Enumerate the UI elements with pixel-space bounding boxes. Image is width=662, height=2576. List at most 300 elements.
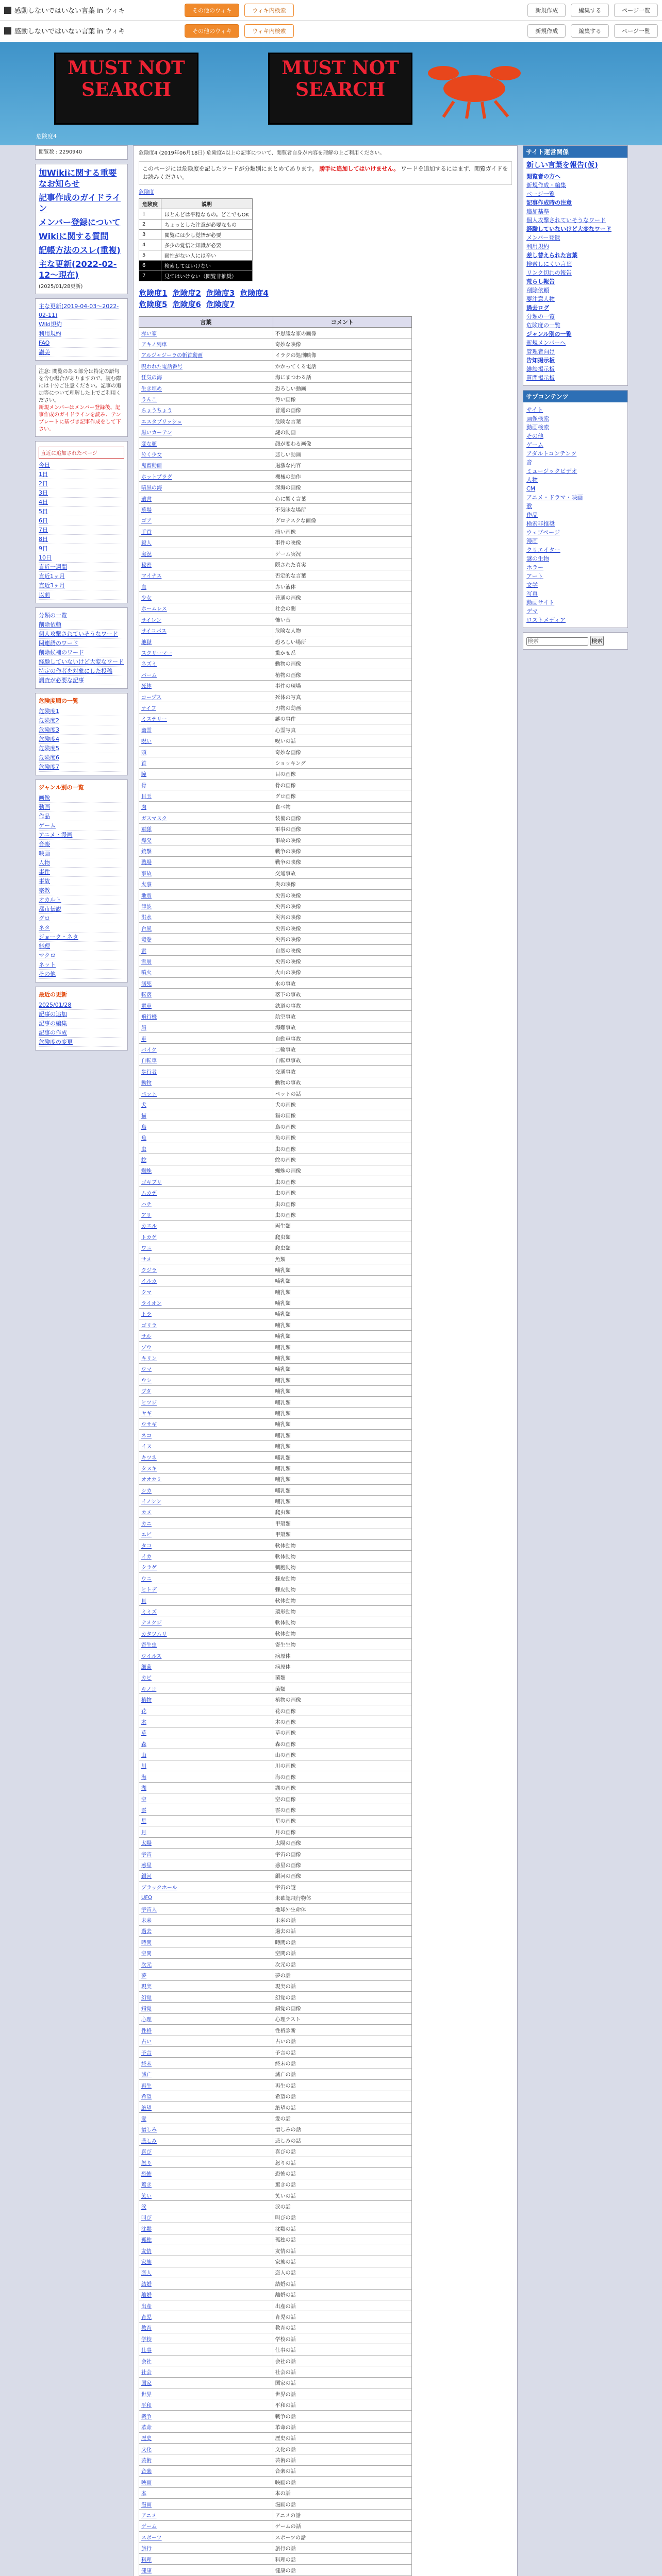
word-cell[interactable]: 喜び bbox=[139, 2146, 273, 2157]
site-logo-2[interactable]: MUST NOT SEARCH bbox=[268, 53, 412, 125]
nav-guideline-link[interactable]: 記事作成のガイドライン bbox=[39, 193, 121, 213]
subcontent-link[interactable]: サイト bbox=[526, 406, 543, 413]
word-cell[interactable]: 終末 bbox=[139, 2058, 273, 2069]
subcontent-link[interactable]: 文学 bbox=[526, 582, 538, 588]
sub-link[interactable]: Wiki規約 bbox=[39, 320, 124, 329]
word-cell[interactable]: カメ bbox=[139, 1506, 273, 1517]
word-cell[interactable]: ペット bbox=[139, 1088, 273, 1098]
admin-link[interactable]: 管理者向け bbox=[526, 348, 555, 355]
admin-link[interactable]: 記事作成時の注意 bbox=[526, 199, 572, 206]
genre-link[interactable]: 事件 bbox=[39, 868, 124, 877]
genre-link[interactable]: ネット bbox=[39, 960, 124, 970]
word-cell[interactable]: 木 bbox=[139, 1716, 273, 1727]
search-input[interactable] bbox=[526, 637, 588, 646]
subcontent-link[interactable]: アダルトコンテンツ bbox=[526, 450, 577, 457]
subcontent-link[interactable]: デマ bbox=[526, 608, 538, 615]
word-cell[interactable]: 蛇 bbox=[139, 1154, 273, 1165]
word-cell[interactable]: エスタブリッシュ bbox=[139, 416, 273, 427]
word-cell[interactable]: ミステリー bbox=[139, 713, 273, 724]
subcontent-link[interactable]: 画像検索 bbox=[526, 415, 549, 422]
word-cell[interactable]: 転落 bbox=[139, 989, 273, 999]
recent-link[interactable]: 記事の作成 bbox=[39, 1028, 124, 1038]
word-cell[interactable]: クラゲ bbox=[139, 1562, 273, 1572]
report-link[interactable]: 新しい言葉を報告(仮) bbox=[526, 161, 598, 170]
word-cell[interactable]: 友情 bbox=[139, 2245, 273, 2256]
edit-button-2[interactable]: 編集する bbox=[571, 24, 609, 38]
word-cell[interactable]: キノコ bbox=[139, 1683, 273, 1694]
word-cell[interactable]: サイコパス bbox=[139, 625, 273, 636]
admin-link[interactable]: リンク切れの報告 bbox=[526, 269, 572, 276]
word-cell[interactable]: ウサギ bbox=[139, 1418, 273, 1429]
word-cell[interactable]: ナイフ bbox=[139, 702, 273, 713]
subcontent-link[interactable]: アニメ・ドラマ・映画 bbox=[526, 494, 583, 501]
word-cell[interactable]: マイナス bbox=[139, 570, 273, 581]
word-cell[interactable]: 生き埋め bbox=[139, 382, 273, 393]
word-cell[interactable]: 憎しみ bbox=[139, 2124, 273, 2134]
word-cell[interactable]: パーム bbox=[139, 669, 273, 680]
word-cell[interactable]: 植物 bbox=[139, 1694, 273, 1705]
new-page-button[interactable]: 新規作成 bbox=[527, 4, 566, 17]
wiki-title[interactable]: 感動しないではいない言葉 in ウィキ bbox=[14, 7, 125, 15]
admin-link[interactable]: 過去ログ bbox=[526, 304, 549, 311]
word-cell[interactable]: 細菌 bbox=[139, 1661, 273, 1672]
word-cell[interactable]: ガスマスク bbox=[139, 812, 273, 823]
day-link[interactable]: 6日 bbox=[39, 516, 124, 526]
word-cell[interactable]: 社会 bbox=[139, 2366, 273, 2377]
word-cell[interactable]: コープス bbox=[139, 691, 273, 702]
word-cell[interactable]: 魚 bbox=[139, 1132, 273, 1143]
word-cell[interactable]: 殺人 bbox=[139, 537, 273, 548]
word-cell[interactable]: 雪崩 bbox=[139, 956, 273, 967]
word-cell[interactable]: 孤独 bbox=[139, 2234, 273, 2245]
danger-link[interactable]: 危険度4 bbox=[39, 735, 124, 744]
genre-link[interactable]: 料理 bbox=[39, 942, 124, 951]
word-cell[interactable]: カビ bbox=[139, 1672, 273, 1683]
word-cell[interactable]: 台風 bbox=[139, 923, 273, 934]
word-cell[interactable]: ミミズ bbox=[139, 1606, 273, 1617]
day-link[interactable]: 直近一週間 bbox=[39, 563, 124, 572]
word-cell[interactable]: 国家 bbox=[139, 2377, 273, 2388]
wiki-title-2[interactable]: 感動しないではいない言葉 in ウィキ bbox=[14, 28, 125, 36]
admin-link[interactable]: 質問掲示板 bbox=[526, 375, 555, 381]
word-cell[interactable]: 地獄 bbox=[139, 636, 273, 647]
word-cell[interactable]: 夢 bbox=[139, 1970, 273, 1980]
recent-link[interactable]: 2025/01/28 bbox=[39, 1001, 124, 1010]
day-link[interactable]: 4日 bbox=[39, 498, 124, 507]
section-link[interactable]: 調査が必要な記事 bbox=[39, 676, 124, 685]
word-cell[interactable]: 歩行者 bbox=[139, 1066, 273, 1077]
word-cell[interactable]: 空 bbox=[139, 1793, 273, 1804]
word-cell[interactable]: 寄生虫 bbox=[139, 1639, 273, 1650]
admin-link[interactable]: 新規メンバーへ bbox=[526, 340, 566, 346]
subcontent-link[interactable]: アート bbox=[526, 573, 543, 580]
subcontent-link[interactable]: 謎の生物 bbox=[526, 555, 549, 562]
word-cell[interactable]: ゲーム bbox=[139, 2520, 273, 2531]
subcontent-link[interactable]: ゲーム bbox=[526, 442, 543, 448]
word-cell[interactable]: 花 bbox=[139, 1705, 273, 1716]
other-wiki-button[interactable]: その他のウィキ bbox=[185, 4, 239, 17]
word-cell[interactable]: ちょうちょう bbox=[139, 404, 273, 415]
word-cell[interactable]: ヤギ bbox=[139, 1408, 273, 1418]
word-cell[interactable]: 血 bbox=[139, 581, 273, 591]
word-cell[interactable]: 死体 bbox=[139, 680, 273, 691]
day-link[interactable]: 今日 bbox=[39, 461, 124, 470]
genre-link[interactable]: ネタ bbox=[39, 923, 124, 933]
word-cell[interactable]: 雲 bbox=[139, 1804, 273, 1815]
word-cell[interactable]: 悲しみ bbox=[139, 2135, 273, 2146]
admin-link[interactable]: ジャンル別の一覧 bbox=[526, 331, 572, 337]
word-cell[interactable]: 仕事 bbox=[139, 2344, 273, 2355]
level-link[interactable]: 危険度6 bbox=[172, 300, 201, 309]
word-cell[interactable]: 貝 bbox=[139, 1595, 273, 1605]
word-cell[interactable]: うんこ bbox=[139, 394, 273, 404]
word-cell[interactable]: 恐怖 bbox=[139, 2168, 273, 2179]
admin-link[interactable]: メンバー登録 bbox=[526, 234, 560, 241]
word-cell[interactable]: 赤い家 bbox=[139, 328, 273, 338]
other-wiki-button-2[interactable]: その他のウィキ bbox=[185, 24, 239, 38]
word-cell[interactable]: 次元 bbox=[139, 1958, 273, 1969]
nav-question-link[interactable]: Wikiに関する質問 bbox=[39, 231, 109, 241]
subcontent-link[interactable]: 音 bbox=[526, 459, 532, 466]
word-cell[interactable]: 火事 bbox=[139, 878, 273, 889]
word-cell[interactable]: ゴリラ bbox=[139, 1319, 273, 1330]
word-cell[interactable]: ヒトデ bbox=[139, 1584, 273, 1595]
day-link[interactable]: 2日 bbox=[39, 479, 124, 488]
word-cell[interactable]: 暗黒の海 bbox=[139, 482, 273, 493]
word-cell[interactable]: 蜘蛛 bbox=[139, 1165, 273, 1176]
subcontent-link[interactable]: 作品 bbox=[526, 512, 538, 518]
word-cell[interactable]: 芸術 bbox=[139, 2454, 273, 2465]
genre-link[interactable]: その他 bbox=[39, 970, 124, 979]
word-cell[interactable]: 健康 bbox=[139, 2565, 273, 2575]
genre-link[interactable]: ジョーク・ネタ bbox=[39, 933, 124, 942]
word-cell[interactable]: 育児 bbox=[139, 2311, 273, 2322]
word-cell[interactable]: サイレン bbox=[139, 614, 273, 625]
section-link[interactable]: 削除候補のワード bbox=[39, 648, 124, 657]
word-cell[interactable]: 太陽 bbox=[139, 1837, 273, 1848]
genre-link[interactable]: 画像 bbox=[39, 793, 124, 803]
word-cell[interactable]: イカ bbox=[139, 1551, 273, 1562]
word-cell[interactable]: 叫び bbox=[139, 2212, 273, 2223]
word-cell[interactable]: 戦争 bbox=[139, 2410, 273, 2421]
subcontent-link[interactable]: 動画検索 bbox=[526, 424, 549, 431]
word-cell[interactable]: サメ bbox=[139, 1253, 273, 1264]
word-cell[interactable]: 手首 bbox=[139, 526, 273, 537]
word-cell[interactable]: ワニ bbox=[139, 1242, 273, 1253]
word-cell[interactable]: 文化 bbox=[139, 2444, 273, 2454]
section-link[interactable]: 分類の一覧 bbox=[39, 611, 124, 620]
nav-update-link[interactable]: 主な更新(2022-02-12〜現在) bbox=[39, 259, 117, 280]
word-cell[interactable]: ブラックホール bbox=[139, 1882, 273, 1892]
subcontent-link[interactable]: CM bbox=[526, 485, 536, 492]
day-link[interactable]: 3日 bbox=[39, 488, 124, 498]
word-cell[interactable]: 瞳 bbox=[139, 768, 273, 779]
word-cell[interactable]: 墓場 bbox=[139, 504, 273, 515]
admin-link[interactable]: 利用規約 bbox=[526, 243, 549, 250]
word-cell[interactable]: 泣く少女 bbox=[139, 449, 273, 460]
word-cell[interactable]: 自転車 bbox=[139, 1055, 273, 1065]
word-cell[interactable]: 事故 bbox=[139, 868, 273, 878]
word-cell[interactable]: 首 bbox=[139, 757, 273, 768]
word-cell[interactable]: 時間 bbox=[139, 1937, 273, 1947]
word-cell[interactable]: 愛 bbox=[139, 2113, 273, 2124]
word-cell[interactable]: 再生 bbox=[139, 2080, 273, 2091]
word-cell[interactable]: 銀河 bbox=[139, 1870, 273, 1881]
subcontent-link[interactable]: 人物 bbox=[526, 477, 538, 483]
word-cell[interactable]: 爆発 bbox=[139, 834, 273, 845]
word-cell[interactable]: 少女 bbox=[139, 592, 273, 603]
word-cell[interactable]: 出産 bbox=[139, 2300, 273, 2311]
admin-link[interactable]: 削除依頼 bbox=[526, 287, 549, 294]
admin-link[interactable]: 経験していないけど大変なワード bbox=[526, 226, 611, 232]
day-link[interactable]: 10日 bbox=[39, 553, 124, 563]
day-link[interactable]: 直近1ヶ月 bbox=[39, 572, 124, 581]
word-cell[interactable]: 本 bbox=[139, 2487, 273, 2498]
section-link[interactable]: 経験していないけど大変なワード bbox=[39, 657, 124, 667]
word-cell[interactable]: 空間 bbox=[139, 1947, 273, 1958]
word-cell[interactable]: 星 bbox=[139, 1815, 273, 1826]
word-cell[interactable]: ネズミ bbox=[139, 658, 273, 669]
recent-link[interactable]: 記事の追加 bbox=[39, 1010, 124, 1019]
breadcrumb[interactable]: 危険度4 bbox=[36, 133, 57, 140]
word-cell[interactable]: キツネ bbox=[139, 1451, 273, 1462]
day-link[interactable]: 7日 bbox=[39, 526, 124, 535]
day-link[interactable]: 5日 bbox=[39, 507, 124, 516]
word-cell[interactable]: ゴキブリ bbox=[139, 1176, 273, 1187]
sub-link[interactable]: 利用規約 bbox=[39, 329, 124, 338]
word-cell[interactable]: 教育 bbox=[139, 2322, 273, 2333]
word-cell[interactable]: 笑い bbox=[139, 2190, 273, 2201]
word-cell[interactable]: 犬 bbox=[139, 1099, 273, 1110]
word-cell[interactable]: ゾウ bbox=[139, 1341, 273, 1352]
word-cell[interactable]: 電車 bbox=[139, 999, 273, 1010]
admin-link[interactable]: 雑談掲示板 bbox=[526, 366, 555, 372]
word-cell[interactable]: アリ bbox=[139, 1209, 273, 1220]
word-cell[interactable]: ウマ bbox=[139, 1363, 273, 1374]
admin-link[interactable]: 個人攻撃されていそうなワード bbox=[526, 217, 606, 224]
admin-link[interactable]: 差し替えられた言葉 bbox=[526, 252, 577, 259]
subcontent-link[interactable]: 検索非推奨 bbox=[526, 520, 555, 527]
subcontent-link[interactable]: その他 bbox=[526, 433, 543, 439]
admin-link[interactable]: ページ一覧 bbox=[526, 191, 555, 197]
word-cell[interactable]: 海 bbox=[139, 1771, 273, 1782]
word-cell[interactable]: 銃撃 bbox=[139, 845, 273, 856]
word-cell[interactable]: 漫画 bbox=[139, 2498, 273, 2509]
recent-link[interactable]: 記事の編集 bbox=[39, 1019, 124, 1028]
word-cell[interactable]: 飛行機 bbox=[139, 1011, 273, 1022]
word-cell[interactable]: 戦場 bbox=[139, 856, 273, 867]
danger-link[interactable]: 危険度3 bbox=[39, 725, 124, 735]
day-link[interactable]: 8日 bbox=[39, 535, 124, 544]
level-link[interactable]: 危険度5 bbox=[139, 300, 168, 309]
word-cell[interactable]: 幽霊 bbox=[139, 724, 273, 735]
word-cell[interactable]: カニ bbox=[139, 1518, 273, 1529]
day-link[interactable]: 直近3ヶ月 bbox=[39, 581, 124, 590]
genre-link[interactable]: 人物 bbox=[39, 858, 124, 868]
admin-link[interactable]: 荒らし報告 bbox=[526, 278, 555, 285]
word-cell[interactable]: 幻覚 bbox=[139, 1991, 273, 2002]
edit-button[interactable]: 編集する bbox=[571, 4, 609, 17]
word-cell[interactable]: 頭 bbox=[139, 746, 273, 757]
word-cell[interactable]: 映画 bbox=[139, 2477, 273, 2487]
genre-link[interactable]: 事故 bbox=[39, 877, 124, 886]
word-cell[interactable]: 占い bbox=[139, 2036, 273, 2046]
day-link[interactable]: 以前 bbox=[39, 590, 124, 600]
word-cell[interactable]: アキノ列車 bbox=[139, 338, 273, 349]
level-link[interactable]: 危険度1 bbox=[139, 289, 168, 298]
word-cell[interactable]: 絶望 bbox=[139, 2102, 273, 2112]
subcontent-link[interactable]: ロストメディア bbox=[526, 617, 566, 623]
word-cell[interactable]: バイク bbox=[139, 1044, 273, 1055]
word-cell[interactable]: 動物 bbox=[139, 1077, 273, 1088]
word-cell[interactable]: 地震 bbox=[139, 889, 273, 900]
word-cell[interactable]: ネコ bbox=[139, 1430, 273, 1440]
admin-link[interactable]: 追加基準 bbox=[526, 208, 549, 215]
word-cell[interactable]: 雷 bbox=[139, 944, 273, 955]
word-cell[interactable]: ハチ bbox=[139, 1198, 273, 1209]
danger-link[interactable]: 危険度7 bbox=[39, 762, 124, 772]
word-cell[interactable]: カエル bbox=[139, 1220, 273, 1231]
word-cell[interactable]: 宇宙 bbox=[139, 1848, 273, 1859]
word-cell[interactable]: 川 bbox=[139, 1760, 273, 1771]
genre-link[interactable]: 映画 bbox=[39, 849, 124, 858]
word-cell[interactable]: 船 bbox=[139, 1022, 273, 1032]
genre-link[interactable]: 都市伝説 bbox=[39, 905, 124, 914]
word-cell[interactable]: スクリーマー bbox=[139, 647, 273, 658]
subcontent-link[interactable]: 写真 bbox=[526, 590, 538, 597]
subcontent-link[interactable]: ウェブページ bbox=[526, 529, 560, 536]
section-link[interactable]: 特定の作者を対象にした投稿 bbox=[39, 667, 124, 676]
word-cell[interactable]: サル bbox=[139, 1330, 273, 1341]
word-cell[interactable]: イルカ bbox=[139, 1275, 273, 1286]
genre-link[interactable]: アニメ・漫画 bbox=[39, 831, 124, 840]
nav-member-link[interactable]: メンバー登録について bbox=[39, 217, 121, 227]
word-cell[interactable]: クマ bbox=[139, 1286, 273, 1297]
danger-link[interactable]: 危険度1 bbox=[39, 707, 124, 716]
word-cell[interactable]: 歴史 bbox=[139, 2432, 273, 2443]
word-cell[interactable]: 料理 bbox=[139, 2553, 273, 2564]
word-cell[interactable]: 山 bbox=[139, 1749, 273, 1760]
word-cell[interactable]: 溺死 bbox=[139, 978, 273, 989]
word-cell[interactable]: 過去 bbox=[139, 1925, 273, 1936]
subcontent-link[interactable]: 動画サイト bbox=[526, 599, 555, 606]
day-link[interactable]: 1日 bbox=[39, 470, 124, 479]
word-cell[interactable]: 錯覚 bbox=[139, 2003, 273, 2013]
word-cell[interactable]: 呪い bbox=[139, 735, 273, 746]
word-cell[interactable]: ホットプラグ bbox=[139, 471, 273, 482]
admin-link[interactable]: 要注意人物 bbox=[526, 296, 555, 302]
word-cell[interactable]: アニメ bbox=[139, 2510, 273, 2520]
word-cell[interactable]: 沈黙 bbox=[139, 2223, 273, 2234]
word-cell[interactable]: 呪われた電話番号 bbox=[139, 361, 273, 371]
word-cell[interactable]: 現実 bbox=[139, 1980, 273, 1991]
subcontent-link[interactable]: 歌 bbox=[526, 503, 532, 510]
word-cell[interactable]: ゴア bbox=[139, 515, 273, 526]
nav-thread-link[interactable]: 記帳方法のスレ(重複) bbox=[39, 245, 121, 255]
level-link[interactable]: 危険度7 bbox=[206, 300, 235, 309]
word-cell[interactable]: 滅亡 bbox=[139, 2069, 273, 2079]
sub-link[interactable]: FAQ bbox=[39, 338, 124, 348]
level-link[interactable]: 危険度2 bbox=[172, 289, 201, 298]
word-cell[interactable]: ウニ bbox=[139, 1573, 273, 1584]
word-cell[interactable]: 黒いカーテン bbox=[139, 427, 273, 437]
word-cell[interactable]: 遺書 bbox=[139, 493, 273, 503]
word-cell[interactable]: 会社 bbox=[139, 2355, 273, 2366]
word-cell[interactable]: ホームレス bbox=[139, 603, 273, 614]
word-cell[interactable]: 怒り bbox=[139, 2157, 273, 2167]
search-button[interactable]: 検索 bbox=[590, 636, 604, 646]
word-cell[interactable]: 革命 bbox=[139, 2421, 273, 2432]
subcontent-link[interactable]: ホラー bbox=[526, 564, 543, 571]
sub-link[interactable]: 主な更新(2019-04-03〜2022-02-11) bbox=[39, 302, 124, 320]
word-cell[interactable]: 離婚 bbox=[139, 2289, 273, 2300]
word-cell[interactable]: 軍隊 bbox=[139, 823, 273, 834]
danger-link[interactable]: 危険度2 bbox=[39, 716, 124, 725]
word-cell[interactable]: シカ bbox=[139, 1485, 273, 1496]
danger-link[interactable]: 危険度5 bbox=[39, 744, 124, 753]
word-cell[interactable]: カタツムリ bbox=[139, 1628, 273, 1639]
genre-link[interactable]: マクロ bbox=[39, 951, 124, 960]
word-cell[interactable]: 世界 bbox=[139, 2388, 273, 2399]
genre-link[interactable]: 動画 bbox=[39, 803, 124, 812]
genre-link[interactable]: 音楽 bbox=[39, 840, 124, 849]
word-cell[interactable]: オオカミ bbox=[139, 1473, 273, 1484]
word-cell[interactable]: キリン bbox=[139, 1352, 273, 1363]
wiki-search-button[interactable]: ウィキ内検索 bbox=[244, 4, 293, 17]
word-cell[interactable]: トカゲ bbox=[139, 1231, 273, 1242]
word-cell[interactable]: 驚き bbox=[139, 2179, 273, 2190]
history-button[interactable]: 直近に追加されたページ bbox=[39, 447, 124, 459]
word-cell[interactable]: ウイルス bbox=[139, 1650, 273, 1660]
section-link[interactable]: 削除依頼 bbox=[39, 620, 124, 630]
admin-link[interactable]: 閲覧者の方へ bbox=[526, 173, 560, 180]
word-cell[interactable]: 猫 bbox=[139, 1110, 273, 1121]
word-cell[interactable]: 津波 bbox=[139, 901, 273, 911]
word-cell[interactable]: 虫 bbox=[139, 1143, 273, 1154]
word-cell[interactable]: ブタ bbox=[139, 1385, 273, 1396]
word-cell[interactable]: アルジャジーラの斬首動画 bbox=[139, 349, 273, 360]
word-cell[interactable]: 実況 bbox=[139, 548, 273, 558]
word-cell[interactable]: 噴火 bbox=[139, 967, 273, 977]
word-cell[interactable]: ヒツジ bbox=[139, 1396, 273, 1407]
word-cell[interactable]: 未来 bbox=[139, 1914, 273, 1925]
genre-link[interactable]: 作品 bbox=[39, 812, 124, 821]
word-cell[interactable]: スポーツ bbox=[139, 2532, 273, 2543]
word-cell[interactable]: 鳥 bbox=[139, 1121, 273, 1132]
word-cell[interactable]: イノシシ bbox=[139, 1496, 273, 1506]
word-cell[interactable]: 目玉 bbox=[139, 790, 273, 801]
genre-link[interactable]: オカルト bbox=[39, 895, 124, 905]
word-cell[interactable]: 惑星 bbox=[139, 1859, 273, 1870]
word-cell[interactable]: 骨 bbox=[139, 779, 273, 790]
word-cell[interactable]: 涙 bbox=[139, 2201, 273, 2212]
page-list-button[interactable]: ページ一覧 bbox=[614, 4, 658, 17]
word-cell[interactable]: 恋人 bbox=[139, 2267, 273, 2278]
word-cell[interactable]: 結婚 bbox=[139, 2278, 273, 2289]
section-link[interactable]: 個人攻撃されていそうなワード bbox=[39, 630, 124, 639]
word-cell[interactable]: 旅行 bbox=[139, 2543, 273, 2553]
word-cell[interactable]: 車 bbox=[139, 1033, 273, 1044]
word-cell[interactable]: エビ bbox=[139, 1529, 273, 1539]
word-cell[interactable]: 森 bbox=[139, 1738, 273, 1749]
word-cell[interactable]: 平和 bbox=[139, 2399, 273, 2410]
word-cell[interactable]: ウシ bbox=[139, 1375, 273, 1385]
word-cell[interactable]: 竜巻 bbox=[139, 934, 273, 944]
level-link[interactable]: 危険度3 bbox=[206, 289, 235, 298]
word-cell[interactable]: 家族 bbox=[139, 2256, 273, 2267]
wiki-search-button-2[interactable]: ウィキ内検索 bbox=[244, 24, 293, 38]
level-link[interactable]: 危険度4 bbox=[240, 289, 269, 298]
